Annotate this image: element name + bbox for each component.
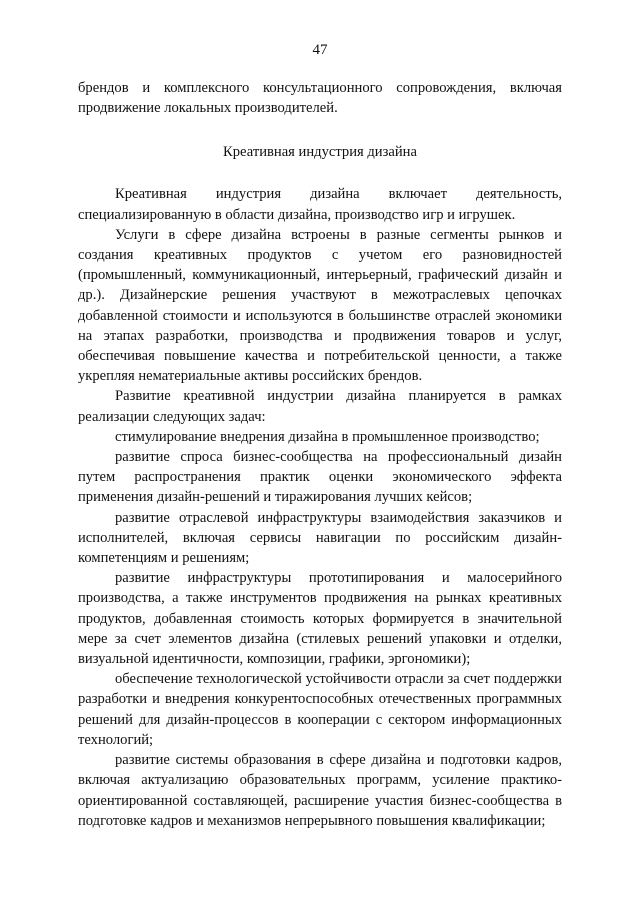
- task-item: стимулирование внедрения дизайна в промышленное производство;: [115, 428, 540, 445]
- page-number: 47: [312, 42, 328, 58]
- body-paragraph: Креативная индустрия дизайна включает деятельность, специализированную в области дизайна, производство игр и игрушек.: [78, 186, 562, 223]
- task-item: обеспечение технологической устойчивости отрасли за счет поддержки разработки и внедрения конкурентоспособных отечественных программных решений для дизайн-процессов в кооперации с сектором информационных технологий;: [78, 671, 562, 748]
- body-paragraph: Развитие креативной индустрии дизайна планируется в рамках реализации следующих задач:: [78, 388, 562, 425]
- task-item: развитие спроса бизнес-сообщества на профессиональный дизайн путем распространения практик оценки экономического эффекта применения дизайн-решений и тиражирования лучших кейсов;: [78, 449, 562, 506]
- continuation-paragraph: брендов и комплексного консультационного сопровождения, включая продвижение локальных производителей.: [78, 80, 562, 117]
- body-paragraph: Услуги в сфере дизайна встроены в разные сегменты рынков и создания креативных продуктов с учетом его разновидностей (промышленный, коммуникационный, интерьерный, графический дизайн и др.). Дизайнерские решения участвуют в межотраслевых цепочках добавленной стоимости и используются в большинстве отраслей экономики на этапах разработки, производства и продвижения товаров и услуг, обеспечивая повышение качества и потребительской ценности, а также укрепляя нематериальные активы российских брендов.: [78, 226, 562, 385]
- section-title: Креативная индустрия дизайна: [223, 144, 417, 161]
- task-item: развитие отраслевой инфраструктуры взаимодействия заказчиков и исполнителей, включая сервисы навигации по российским дизайн-компетенциям и решениям;: [78, 509, 562, 567]
- task-item: развитие инфраструктуры прототипирования и малосерийного производства, а также инструментов продвижения на рынках креативных продуктов, добавленная стоимость которых формируется в значительной мере за счет элементов дизайна (стилевых решений упаковки и отделки, визуальной идентичности, композиции, графики, эргономики);: [78, 570, 562, 668]
- page-content: [78, 78, 562, 831]
- task-item: развитие системы образования в сфере дизайна и подготовки кадров, включая актуализацию образовательных программ, усиление практико-ориентированной составляющей, расширение участия бизнес-сообщества в подготовке кадров и механизмов непрерывного повышения квалификации;: [78, 752, 562, 829]
